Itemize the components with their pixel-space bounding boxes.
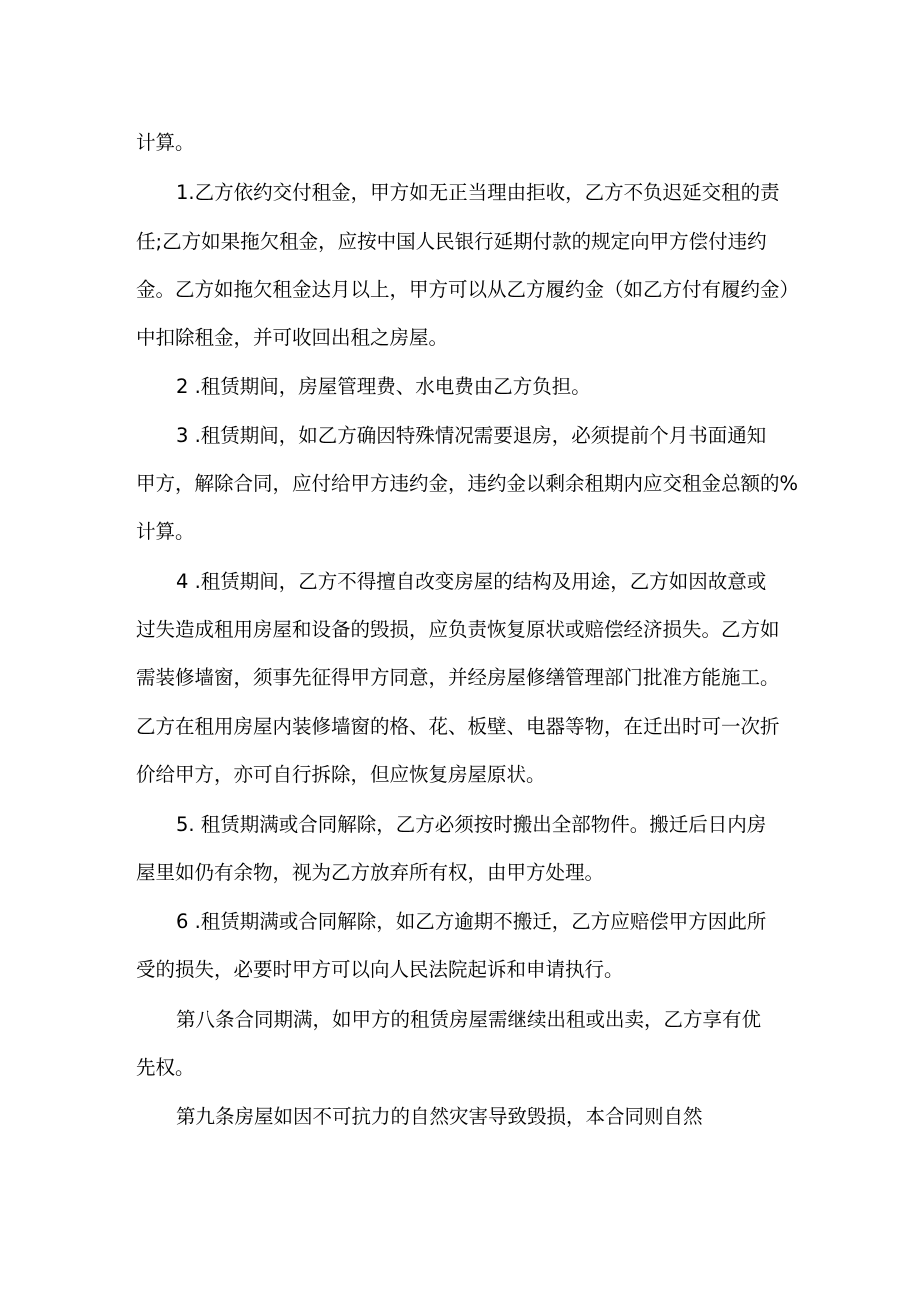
text-line: 计算。 [136, 520, 195, 543]
text-line: 1.乙方依约交付租金，甲方如无正当理由拒收，乙方不负迟延交租的责 [176, 181, 780, 204]
text-line: 甲方，解除合同，应付给甲方违约金，违约金以剩余租期内应交租金总额的% [136, 472, 799, 495]
text-line: 任;乙方如果拖欠租金，应按中国人民银行延期付款的规定向甲方偿付违约 [136, 230, 767, 253]
text-line: 过失造成租用房屋和设备的毁损，应负责恢复原状或赔偿经济损失。乙方如 [136, 618, 780, 641]
text-line: 中扣除租金，并可收回出租之房屋。 [136, 326, 449, 349]
text-line: 需装修墙窗，须事先征得甲方同意，并经房屋修缮管理部门批准方能施工。 [136, 666, 780, 689]
text-line: 先权。 [136, 1056, 195, 1079]
text-line: 乙方在租用房屋内装修墙窗的格、花、板壁、电器等物，在迁出时可一次折 [136, 715, 780, 738]
text-line: 4 .租赁期间，乙方不得擅自改变房屋的结构及用途，乙方如因故意或 [176, 570, 767, 593]
text-line: 屋里如仍有余物，视为乙方放弃所有权，由甲方处理。 [136, 861, 605, 884]
text-line: 受的损失，必要时甲方可以向人民法院起诉和申请执行。 [136, 958, 624, 981]
text-line: 计算。 [136, 131, 195, 154]
text-line: 第八条合同期满，如甲方的租赁房屋需继续出租或出卖，乙方享有优 [176, 1008, 762, 1031]
text-line: 6 .租赁期满或合同解除，如乙方逾期不搬迁，乙方应赔偿甲方因此所 [176, 910, 767, 933]
text-line: 2 .租赁期间，房屋管理费、水电费由乙方负担。 [176, 375, 591, 398]
text-line: 5. 租赁期满或合同解除，乙方必须按时搬出全部物件。搬迁后日内房 [176, 813, 767, 836]
text-line: 金。乙方如拖欠租金达月以上，甲方可以从乙方履约金（如乙方付有履约金） [136, 278, 800, 301]
text-line: 3 .租赁期间，如乙方确因特殊情况需要退房，必须提前个月书面通知 [176, 424, 767, 447]
text-line: 第九条房屋如因不可抗力的自然灾害导致毁损，本合同则自然 [176, 1105, 703, 1128]
text-line: 价给甲方，亦可自行拆除，但应恢复房屋原状。 [136, 763, 546, 786]
